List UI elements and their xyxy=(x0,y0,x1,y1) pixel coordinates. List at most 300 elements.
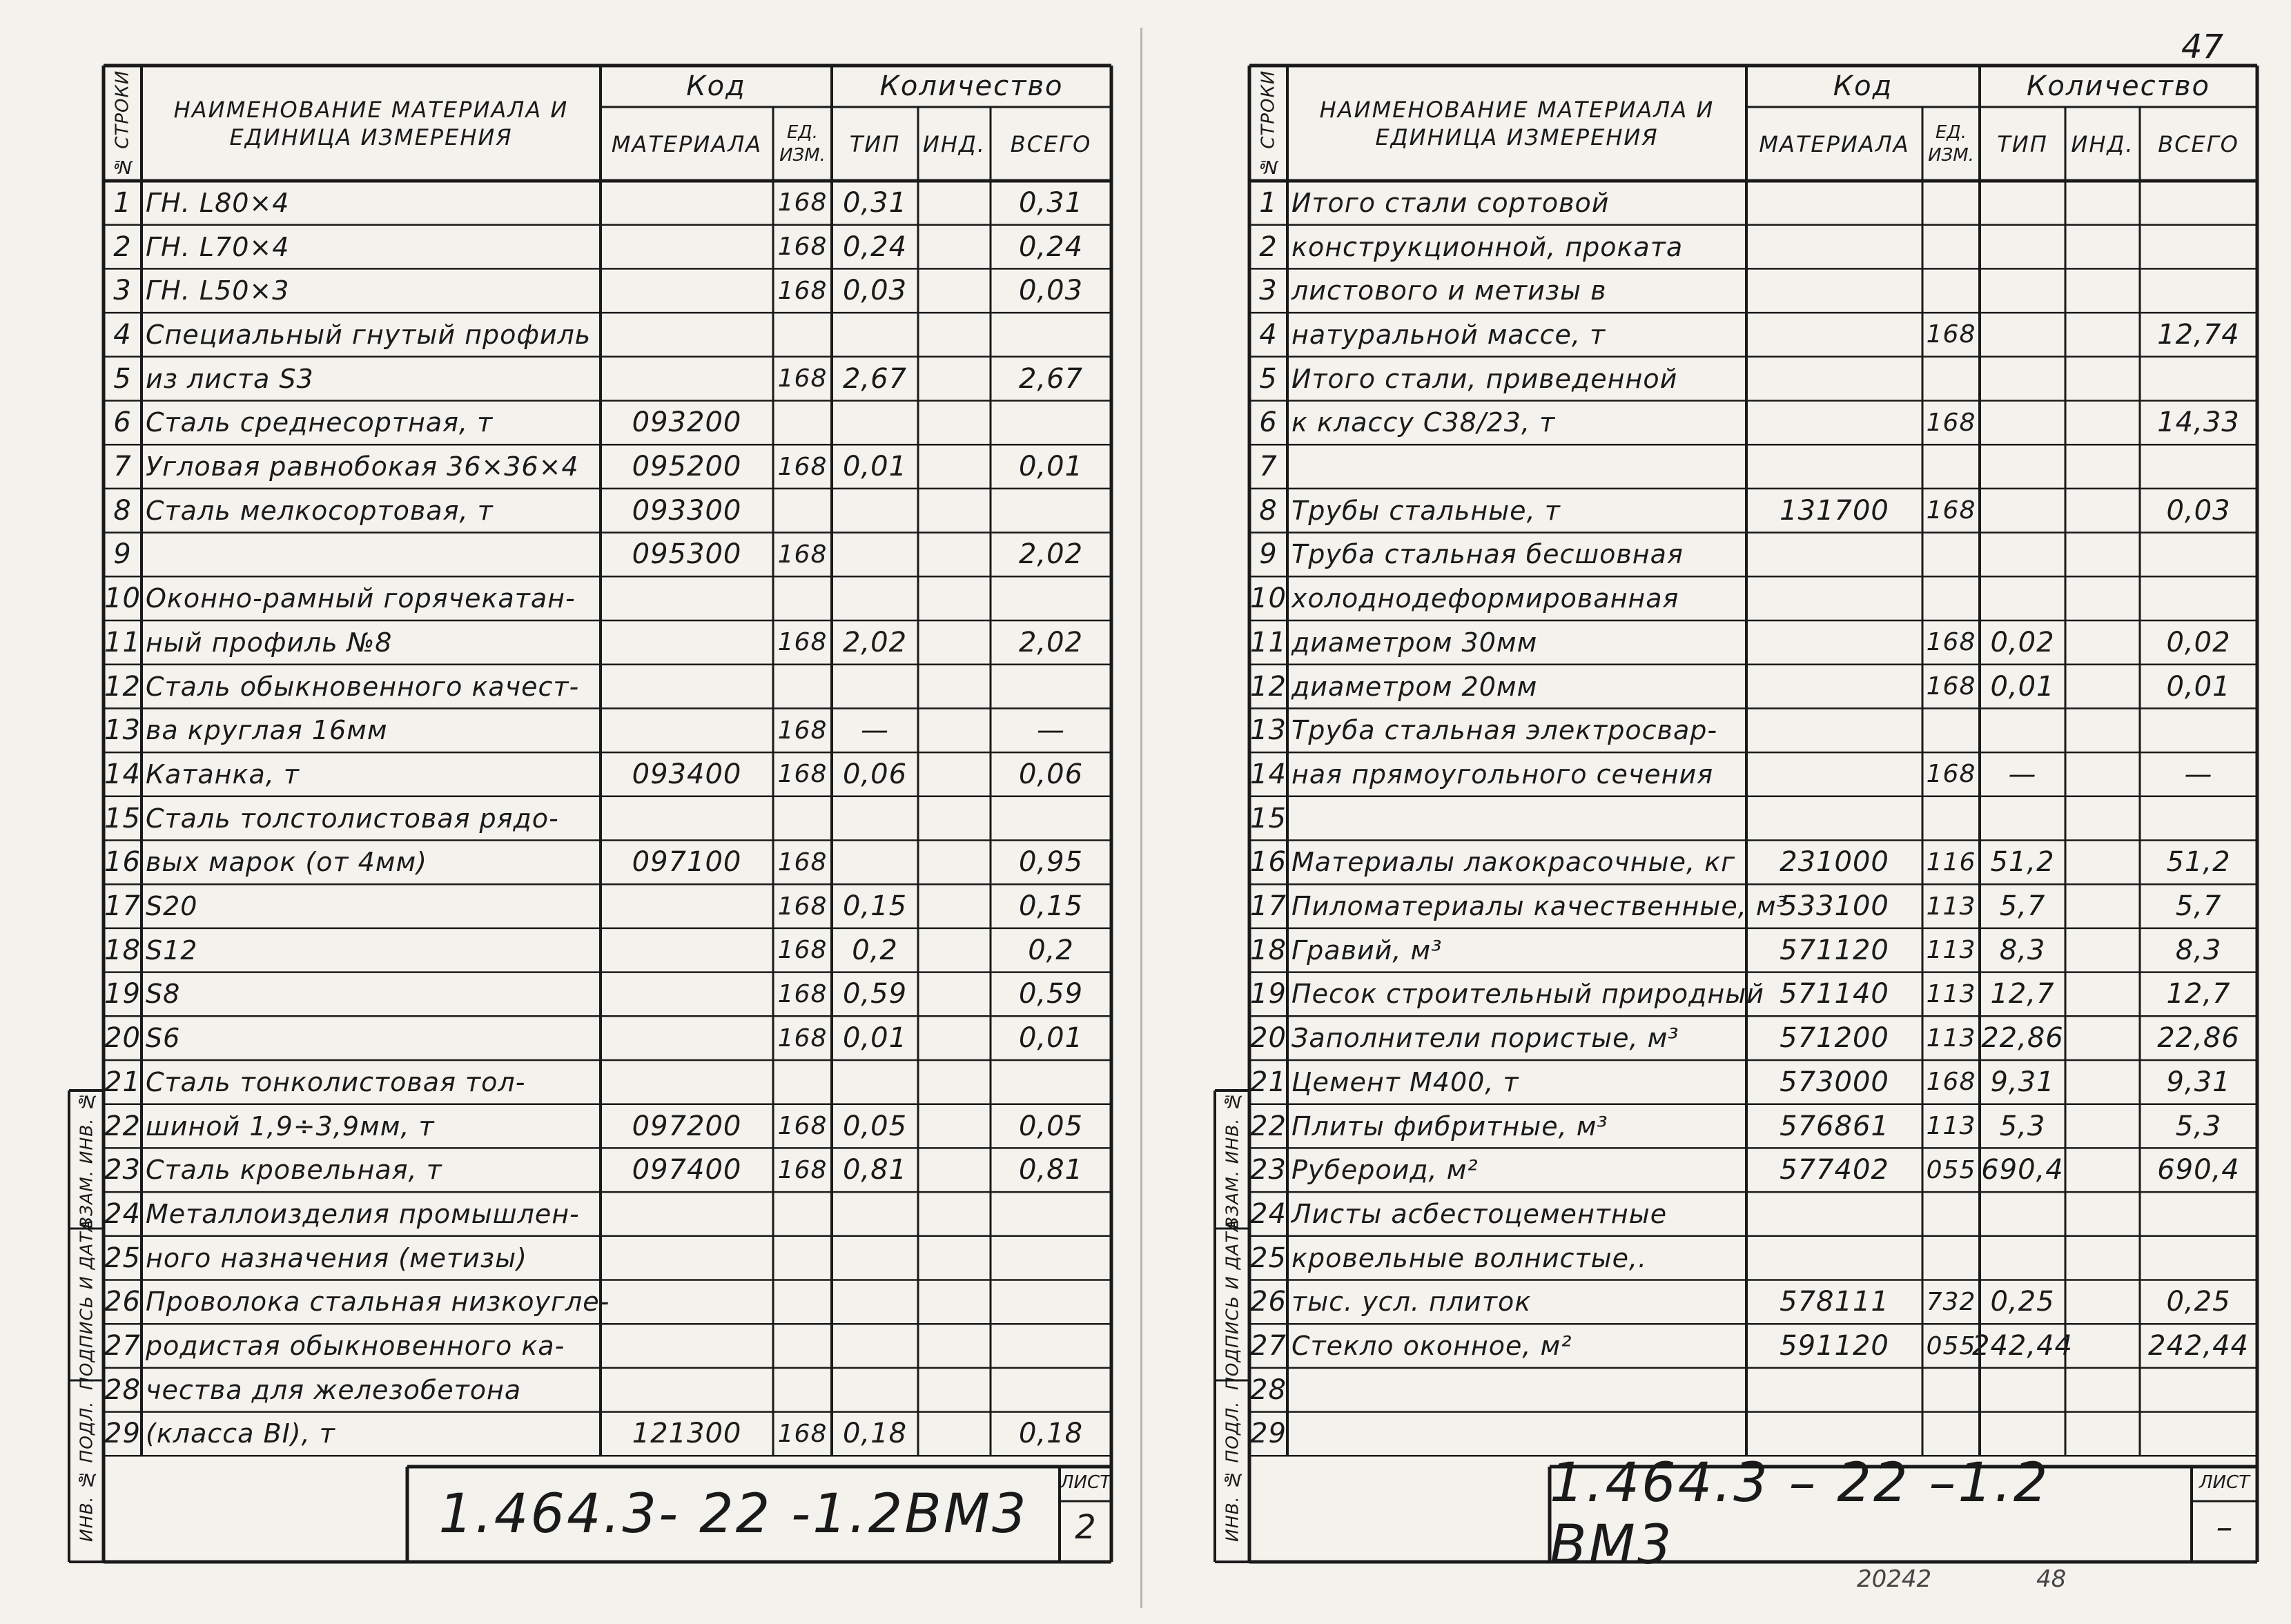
unit-code xyxy=(1922,1413,1980,1455)
material-code xyxy=(1746,402,1922,444)
material-code xyxy=(1746,534,1922,576)
qty-type xyxy=(1980,314,2065,355)
qty-type: 242,44 xyxy=(1972,1330,2073,1362)
unit-code: 168 xyxy=(777,760,828,789)
material-name xyxy=(1287,1369,1751,1411)
unit-code: 168 xyxy=(1926,760,1976,789)
material-name: (класса BI), т xyxy=(146,1418,335,1449)
qty-total: 0,31 xyxy=(1018,186,1084,219)
material-name: ный профиль №8 xyxy=(146,627,393,658)
qty-type: 8,3 xyxy=(1999,934,2046,966)
unit-code: 168 xyxy=(777,1419,828,1448)
qty-ind xyxy=(2065,1106,2140,1147)
material-name: Сталь среднесортная, т xyxy=(146,407,494,438)
qty-total xyxy=(2140,534,2257,576)
row-number: 6 xyxy=(1259,407,1278,439)
unit-code xyxy=(1922,578,1980,619)
row-number: 7 xyxy=(1259,451,1278,483)
header-code: Код xyxy=(686,70,746,102)
header-total: ВСЕГО xyxy=(2158,130,2239,157)
material-name: Труба стальная электросвар- xyxy=(1291,715,1718,746)
unit-code: 168 xyxy=(777,1024,828,1053)
qty-type: 0,01 xyxy=(1990,670,2055,703)
unit-code xyxy=(1922,1193,1980,1235)
unit-code: 732 xyxy=(1926,1287,1976,1316)
material-code: 093400 xyxy=(632,758,742,790)
qty-type xyxy=(1980,402,2065,444)
unit-code: 168 xyxy=(777,716,828,745)
material-name xyxy=(1287,798,1751,839)
header-quantity: Количество xyxy=(879,70,1064,102)
qty-type xyxy=(1980,446,2065,487)
qty-total: 242,44 xyxy=(2148,1330,2249,1362)
qty-type xyxy=(1980,1193,2065,1235)
qty-ind xyxy=(2065,1282,2140,1323)
row-number: 12 xyxy=(1250,670,1287,703)
row-number: 14 xyxy=(104,758,141,790)
qty-total xyxy=(2140,270,2257,311)
row-number: 27 xyxy=(1250,1330,1287,1362)
row-number: 1 xyxy=(1259,186,1278,219)
qty-total: 0,24 xyxy=(1018,231,1084,263)
qty-total: 0,81 xyxy=(1018,1154,1084,1186)
qty-type xyxy=(1980,1237,2065,1279)
material-code: 578111 xyxy=(1780,1286,1889,1318)
row-number: 24 xyxy=(104,1197,141,1230)
row-number: 20 xyxy=(104,1022,141,1055)
qty-type: 9,31 xyxy=(1990,1066,2055,1098)
material-name: ГН. L80×4 xyxy=(146,187,290,218)
material-name: Рубероид, м² xyxy=(1291,1155,1479,1186)
material-name: Трубы стальные, т xyxy=(1291,495,1561,526)
material-name: Проволока стальная низкоугле- xyxy=(146,1287,610,1318)
qty-total: 0,02 xyxy=(2166,626,2231,658)
sheet-number: – xyxy=(2216,1508,2233,1547)
qty-type xyxy=(1980,1369,2065,1411)
unit-code: 168 xyxy=(1926,496,1976,525)
material-code xyxy=(1746,446,1922,487)
qty-ind xyxy=(2065,578,2140,619)
qty-type: 0,2 xyxy=(852,934,898,966)
qty-total: 690,4 xyxy=(2157,1154,2240,1186)
qty-ind xyxy=(2065,974,2140,1015)
inv-podl-label: ИНВ. № ПОДЛ. xyxy=(1222,1400,1242,1542)
qty-type xyxy=(1980,358,2065,400)
row-number: 26 xyxy=(104,1286,141,1318)
material-code xyxy=(1746,358,1922,400)
row-number: 10 xyxy=(1250,583,1287,615)
unit-code: 113 xyxy=(1926,979,1976,1008)
header-unit: ЕД. ИЗМ. xyxy=(1928,122,1974,166)
inv-podl-label: ИНВ. № ПОДЛ. xyxy=(76,1400,97,1542)
material-code xyxy=(1746,1193,1922,1235)
qty-total: 0,59 xyxy=(1018,978,1084,1010)
material-name: Металлоизделия промышлен- xyxy=(146,1198,580,1229)
material-name: Сталь мелкосортовая, т xyxy=(146,495,494,526)
material-code: 571140 xyxy=(1780,978,1889,1010)
material-code: 097400 xyxy=(632,1154,742,1186)
row-number: 7 xyxy=(113,451,132,483)
unit-code xyxy=(1922,798,1980,839)
header-type: ТИП xyxy=(849,130,901,157)
material-code xyxy=(1746,622,1922,663)
qty-ind xyxy=(2065,270,2140,311)
header-name: НАИМЕНОВАНИЕ МАТЕРИАЛА И ЕДИНИЦА ИЗМЕРЕНИЯ xyxy=(1319,96,1715,150)
qty-total: 0,03 xyxy=(2166,494,2231,527)
material-code: 591120 xyxy=(1780,1330,1889,1362)
material-name: чества для железобетона xyxy=(146,1374,522,1405)
material-name xyxy=(1287,446,1751,487)
row-number: 12 xyxy=(104,670,141,703)
row-number: 26 xyxy=(1250,1286,1287,1318)
row-number: 18 xyxy=(104,934,141,966)
qty-type xyxy=(1980,182,2065,224)
row-number: 4 xyxy=(1259,318,1278,351)
row-number: 22 xyxy=(1250,1110,1287,1142)
sheet-label: ЛИСТ xyxy=(1060,1472,1111,1493)
qty-type: 690,4 xyxy=(1981,1154,2064,1186)
header-row-no: № СТРОКИ xyxy=(1258,70,1279,177)
row-number: 5 xyxy=(1259,362,1278,395)
qty-ind xyxy=(2065,842,2140,883)
row-number: 3 xyxy=(1259,275,1278,307)
material-name: ва круглая 16мм xyxy=(146,715,388,746)
qty-total xyxy=(2140,226,2257,268)
qty-ind xyxy=(2065,666,2140,707)
header-name: НАИМЕНОВАНИЕ МАТЕРИАЛА И ЕДИНИЦА ИЗМЕРЕНИЯ xyxy=(173,96,569,150)
material-name: шиной 1,9÷3,9мм, т xyxy=(146,1111,435,1142)
qty-type: 5,7 xyxy=(1999,890,2046,923)
unit-code: 168 xyxy=(1926,320,1976,349)
qty-total: 22,86 xyxy=(2157,1022,2240,1055)
unit-code: 168 xyxy=(777,628,828,657)
qty-type: 0,25 xyxy=(1990,1286,2055,1318)
material-name: Специальный гнутый профиль xyxy=(146,319,592,350)
qty-ind xyxy=(2065,622,2140,663)
qty-ind xyxy=(2065,1193,2140,1235)
qty-total xyxy=(2140,1193,2257,1235)
signature-date-label: ПОДПИСЬ И ДАТА xyxy=(1222,1219,1242,1390)
qty-type xyxy=(1980,578,2065,619)
material-name: диаметром 20мм xyxy=(1291,671,1538,702)
qty-total xyxy=(2140,798,2257,839)
material-name: Итого стали, приведенной xyxy=(1291,363,1678,394)
material-code xyxy=(1746,710,1922,751)
unit-code xyxy=(1922,534,1980,576)
row-number: 28 xyxy=(104,1373,141,1406)
material-code: 577402 xyxy=(1780,1154,1889,1186)
row-number: 25 xyxy=(1250,1242,1287,1274)
qty-ind xyxy=(2065,446,2140,487)
qty-type: 0,01 xyxy=(842,451,908,483)
qty-ind xyxy=(2065,710,2140,751)
material-code xyxy=(1746,1369,1922,1411)
material-code: 121300 xyxy=(632,1418,742,1450)
document-code: 1.464.3 – 22 –1.2 ВМ3 xyxy=(1550,1452,2050,1576)
material-code: 093200 xyxy=(632,407,742,439)
unit-code: 168 xyxy=(777,276,828,305)
qty-type: 0,59 xyxy=(842,978,908,1010)
qty-ind xyxy=(2065,402,2140,444)
material-name: Сталь толстолистовая рядо- xyxy=(146,803,559,834)
row-number: 13 xyxy=(1250,714,1287,747)
header-ind: ИНД. xyxy=(2071,130,2134,157)
row-number: 18 xyxy=(1250,934,1287,966)
qty-total xyxy=(2140,182,2257,224)
qty-ind xyxy=(2065,226,2140,268)
row-number: 11 xyxy=(104,626,141,658)
row-number: 8 xyxy=(113,494,132,527)
qty-type: 0,05 xyxy=(842,1110,908,1142)
header-material: МАТЕРИАЛА xyxy=(611,130,763,157)
unit-code xyxy=(1922,446,1980,487)
qty-type: 22,86 xyxy=(1981,1022,2064,1055)
unit-code: 168 xyxy=(777,979,828,1008)
qty-type: 0,06 xyxy=(842,758,908,790)
qty-type: 0,81 xyxy=(842,1154,908,1186)
row-number: 16 xyxy=(104,846,141,879)
material-name: Пиломатериалы качественные, м³ xyxy=(1291,891,1788,922)
unit-code: 168 xyxy=(777,452,828,481)
qty-type: 0,02 xyxy=(1990,626,2055,658)
row-number: 25 xyxy=(104,1242,141,1274)
qty-type: 0,15 xyxy=(842,890,908,923)
row-number: 4 xyxy=(113,318,132,351)
qty-total: 0,06 xyxy=(1018,758,1084,790)
qty-type xyxy=(1980,490,2065,531)
unit-code: 168 xyxy=(777,364,828,393)
qty-total xyxy=(2140,1413,2257,1455)
unit-code xyxy=(1922,1237,1980,1279)
qty-total: — xyxy=(2184,758,2213,790)
unit-code xyxy=(1922,710,1980,751)
row-number: 10 xyxy=(104,583,141,615)
qty-total: 2,02 xyxy=(1018,538,1084,571)
unit-code: 113 xyxy=(1926,892,1976,921)
material-code xyxy=(1746,182,1922,224)
qty-total: 0,01 xyxy=(1018,451,1084,483)
material-code xyxy=(1746,1237,1922,1279)
row-number: 5 xyxy=(113,362,132,395)
row-number: 16 xyxy=(1250,846,1287,879)
material-name: Гравий, м³ xyxy=(1291,935,1443,966)
unit-code: 113 xyxy=(1926,1112,1976,1141)
material-code xyxy=(1746,754,1922,795)
unit-code xyxy=(1922,182,1980,224)
qty-total xyxy=(2140,710,2257,751)
qty-total xyxy=(2140,1369,2257,1411)
unit-code: 168 xyxy=(777,540,828,569)
material-name: вых марок (от 4мм) xyxy=(146,847,427,878)
material-code: 573000 xyxy=(1780,1066,1889,1098)
row-number: 14 xyxy=(1250,758,1287,790)
row-number: 19 xyxy=(1250,978,1287,1010)
row-number: 29 xyxy=(1250,1418,1287,1450)
row-number: 22 xyxy=(104,1110,141,1142)
row-number: 3 xyxy=(113,275,132,307)
material-code xyxy=(1746,314,1922,355)
row-number: 27 xyxy=(104,1330,141,1362)
qty-ind xyxy=(2065,358,2140,400)
unit-code: 168 xyxy=(777,892,828,921)
qty-total xyxy=(2140,578,2257,619)
qty-type: 2,67 xyxy=(842,362,908,395)
qty-type: — xyxy=(861,714,889,747)
unit-code: 168 xyxy=(777,1155,828,1184)
qty-total: 5,7 xyxy=(2175,890,2222,923)
qty-ind xyxy=(2065,754,2140,795)
row-number: 11 xyxy=(1250,626,1287,658)
qty-ind xyxy=(2065,1413,2140,1455)
qty-total: 9,31 xyxy=(2166,1066,2231,1098)
qty-type: 0,24 xyxy=(842,231,908,263)
qty-total: 2,02 xyxy=(1018,626,1084,658)
qty-total xyxy=(2140,1237,2257,1279)
qty-ind xyxy=(2065,1062,2140,1103)
unit-code: 168 xyxy=(777,1112,828,1141)
row-number: 23 xyxy=(104,1154,141,1186)
header-quantity: Количество xyxy=(2026,70,2210,102)
row-number: 23 xyxy=(1250,1154,1287,1186)
qty-total: 2,67 xyxy=(1018,362,1084,395)
material-name: Песок строительный природный xyxy=(1291,979,1764,1010)
material-code: 533100 xyxy=(1780,890,1889,923)
unit-code: 168 xyxy=(777,936,828,965)
row-number: 1 xyxy=(113,186,132,219)
qty-type: 51,2 xyxy=(1990,846,2055,879)
material-name: Угловая равнобокая 36×36×4 xyxy=(146,451,579,482)
qty-total xyxy=(2140,446,2257,487)
material-name: из листа S3 xyxy=(146,363,314,394)
material-name: Оконно-рамный горячекатан- xyxy=(146,583,576,614)
unit-code: 168 xyxy=(777,233,828,262)
row-number: 21 xyxy=(104,1066,141,1098)
unit-code: 055 xyxy=(1926,1155,1976,1184)
unit-code xyxy=(1922,226,1980,268)
qty-total: — xyxy=(1037,714,1065,747)
material-code xyxy=(1746,578,1922,619)
material-name: родистая обыкновенного ка- xyxy=(146,1331,565,1362)
qty-type xyxy=(1980,798,2065,839)
material-name: холоднодеформированная xyxy=(1291,583,1679,614)
material-code: 576861 xyxy=(1780,1110,1889,1142)
signature-date-label: ПОДПИСЬ И ДАТА xyxy=(76,1219,97,1390)
material-name: Стекло оконное, м² xyxy=(1291,1331,1572,1362)
qty-type: 0,03 xyxy=(842,275,908,307)
qty-ind xyxy=(2065,182,2140,224)
qty-ind xyxy=(2065,1237,2140,1279)
material-name: Заполнители пористые, м³ xyxy=(1291,1023,1679,1054)
row-number: 17 xyxy=(104,890,141,923)
header-type: ТИП xyxy=(1997,130,2048,157)
row-number: 15 xyxy=(104,802,141,834)
qty-ind xyxy=(2065,1325,2140,1367)
qty-total: 12,74 xyxy=(2157,318,2240,351)
vzam-inv-label: ВЗАМ. ИНВ. № xyxy=(76,1090,97,1229)
material-code: 571200 xyxy=(1780,1022,1889,1055)
material-name: Цемент М400, т xyxy=(1291,1066,1519,1097)
unit-code xyxy=(1922,358,1980,400)
qty-type: — xyxy=(2008,758,2037,790)
header-ind: ИНД. xyxy=(922,130,986,157)
material-name: Катанка, т xyxy=(146,759,300,790)
material-name: диаметром 30мм xyxy=(1291,627,1538,658)
material-name: ГН. L50×3 xyxy=(146,275,290,306)
qty-total: 0,18 xyxy=(1018,1418,1084,1450)
material-name: натуральной массе, т xyxy=(1291,319,1606,350)
material-name: Сталь обыкновенного качест- xyxy=(146,671,580,702)
unit-code: 168 xyxy=(777,188,828,217)
material-name: Сталь кровельная, т xyxy=(146,1155,442,1186)
material-code: 095300 xyxy=(632,538,742,571)
material-name: ного назначения (метизы) xyxy=(146,1242,527,1273)
header-code: Код xyxy=(1833,70,1893,102)
material-name: листового и метизы в xyxy=(1291,275,1607,306)
unit-code: 055 xyxy=(1926,1331,1976,1360)
unit-code: 168 xyxy=(1926,408,1976,437)
material-name: тыс. усл. плиток xyxy=(1291,1287,1532,1318)
qty-ind xyxy=(2065,886,2140,927)
material-code xyxy=(1746,798,1922,839)
sheet-label: ЛИСТ xyxy=(2199,1472,2250,1493)
qty-type: 0,31 xyxy=(842,186,908,219)
material-code: 131700 xyxy=(1780,494,1889,527)
material-code: 231000 xyxy=(1780,846,1889,879)
material-code xyxy=(1746,666,1922,707)
qty-total: 0,05 xyxy=(1018,1110,1084,1142)
material-name: ная прямоугольного сечения xyxy=(1291,759,1714,790)
footer-mark-1: 20242 xyxy=(1857,1565,1932,1593)
qty-ind xyxy=(2065,930,2140,971)
row-number: 19 xyxy=(104,978,141,1010)
material-code xyxy=(1746,270,1922,311)
row-number: 17 xyxy=(1250,890,1287,923)
qty-total: 51,2 xyxy=(2166,846,2231,879)
qty-ind xyxy=(2065,490,2140,531)
material-name: Плиты фибритные, м³ xyxy=(1291,1111,1608,1142)
qty-ind xyxy=(2065,314,2140,355)
footer-mark-2: 48 xyxy=(2036,1565,2067,1593)
row-number: 6 xyxy=(113,407,132,439)
qty-ind xyxy=(2065,1369,2140,1411)
row-number: 8 xyxy=(1259,494,1278,527)
material-code: 571120 xyxy=(1780,934,1889,966)
material-code: 097200 xyxy=(632,1110,742,1142)
unit-code xyxy=(1922,1369,1980,1411)
qty-total: 0,95 xyxy=(1018,846,1084,879)
material-name: Итого стали сортовой xyxy=(1291,187,1610,218)
row-number: 21 xyxy=(1250,1066,1287,1098)
qty-type xyxy=(1980,710,2065,751)
row-number: 15 xyxy=(1250,802,1287,834)
header-unit: ЕД. ИЗМ. xyxy=(779,122,826,166)
material-name: Труба стальная бесшовная xyxy=(1291,539,1684,570)
header-row-no: № СТРОКИ xyxy=(112,70,133,177)
unit-code: 116 xyxy=(1926,848,1976,877)
qty-total: 12,7 xyxy=(2166,978,2231,1010)
material-name: S8 xyxy=(146,979,181,1010)
material-code xyxy=(1746,226,1922,268)
qty-ind xyxy=(2065,534,2140,576)
material-name: ГН. L70×4 xyxy=(146,231,290,262)
qty-total: 0,2 xyxy=(1028,934,1074,966)
qty-ind xyxy=(2065,798,2140,839)
qty-total: 14,33 xyxy=(2157,407,2240,439)
unit-code: 168 xyxy=(1926,628,1976,657)
qty-type xyxy=(1980,226,2065,268)
material-code: 095200 xyxy=(632,451,742,483)
qty-type: 0,18 xyxy=(842,1418,908,1450)
